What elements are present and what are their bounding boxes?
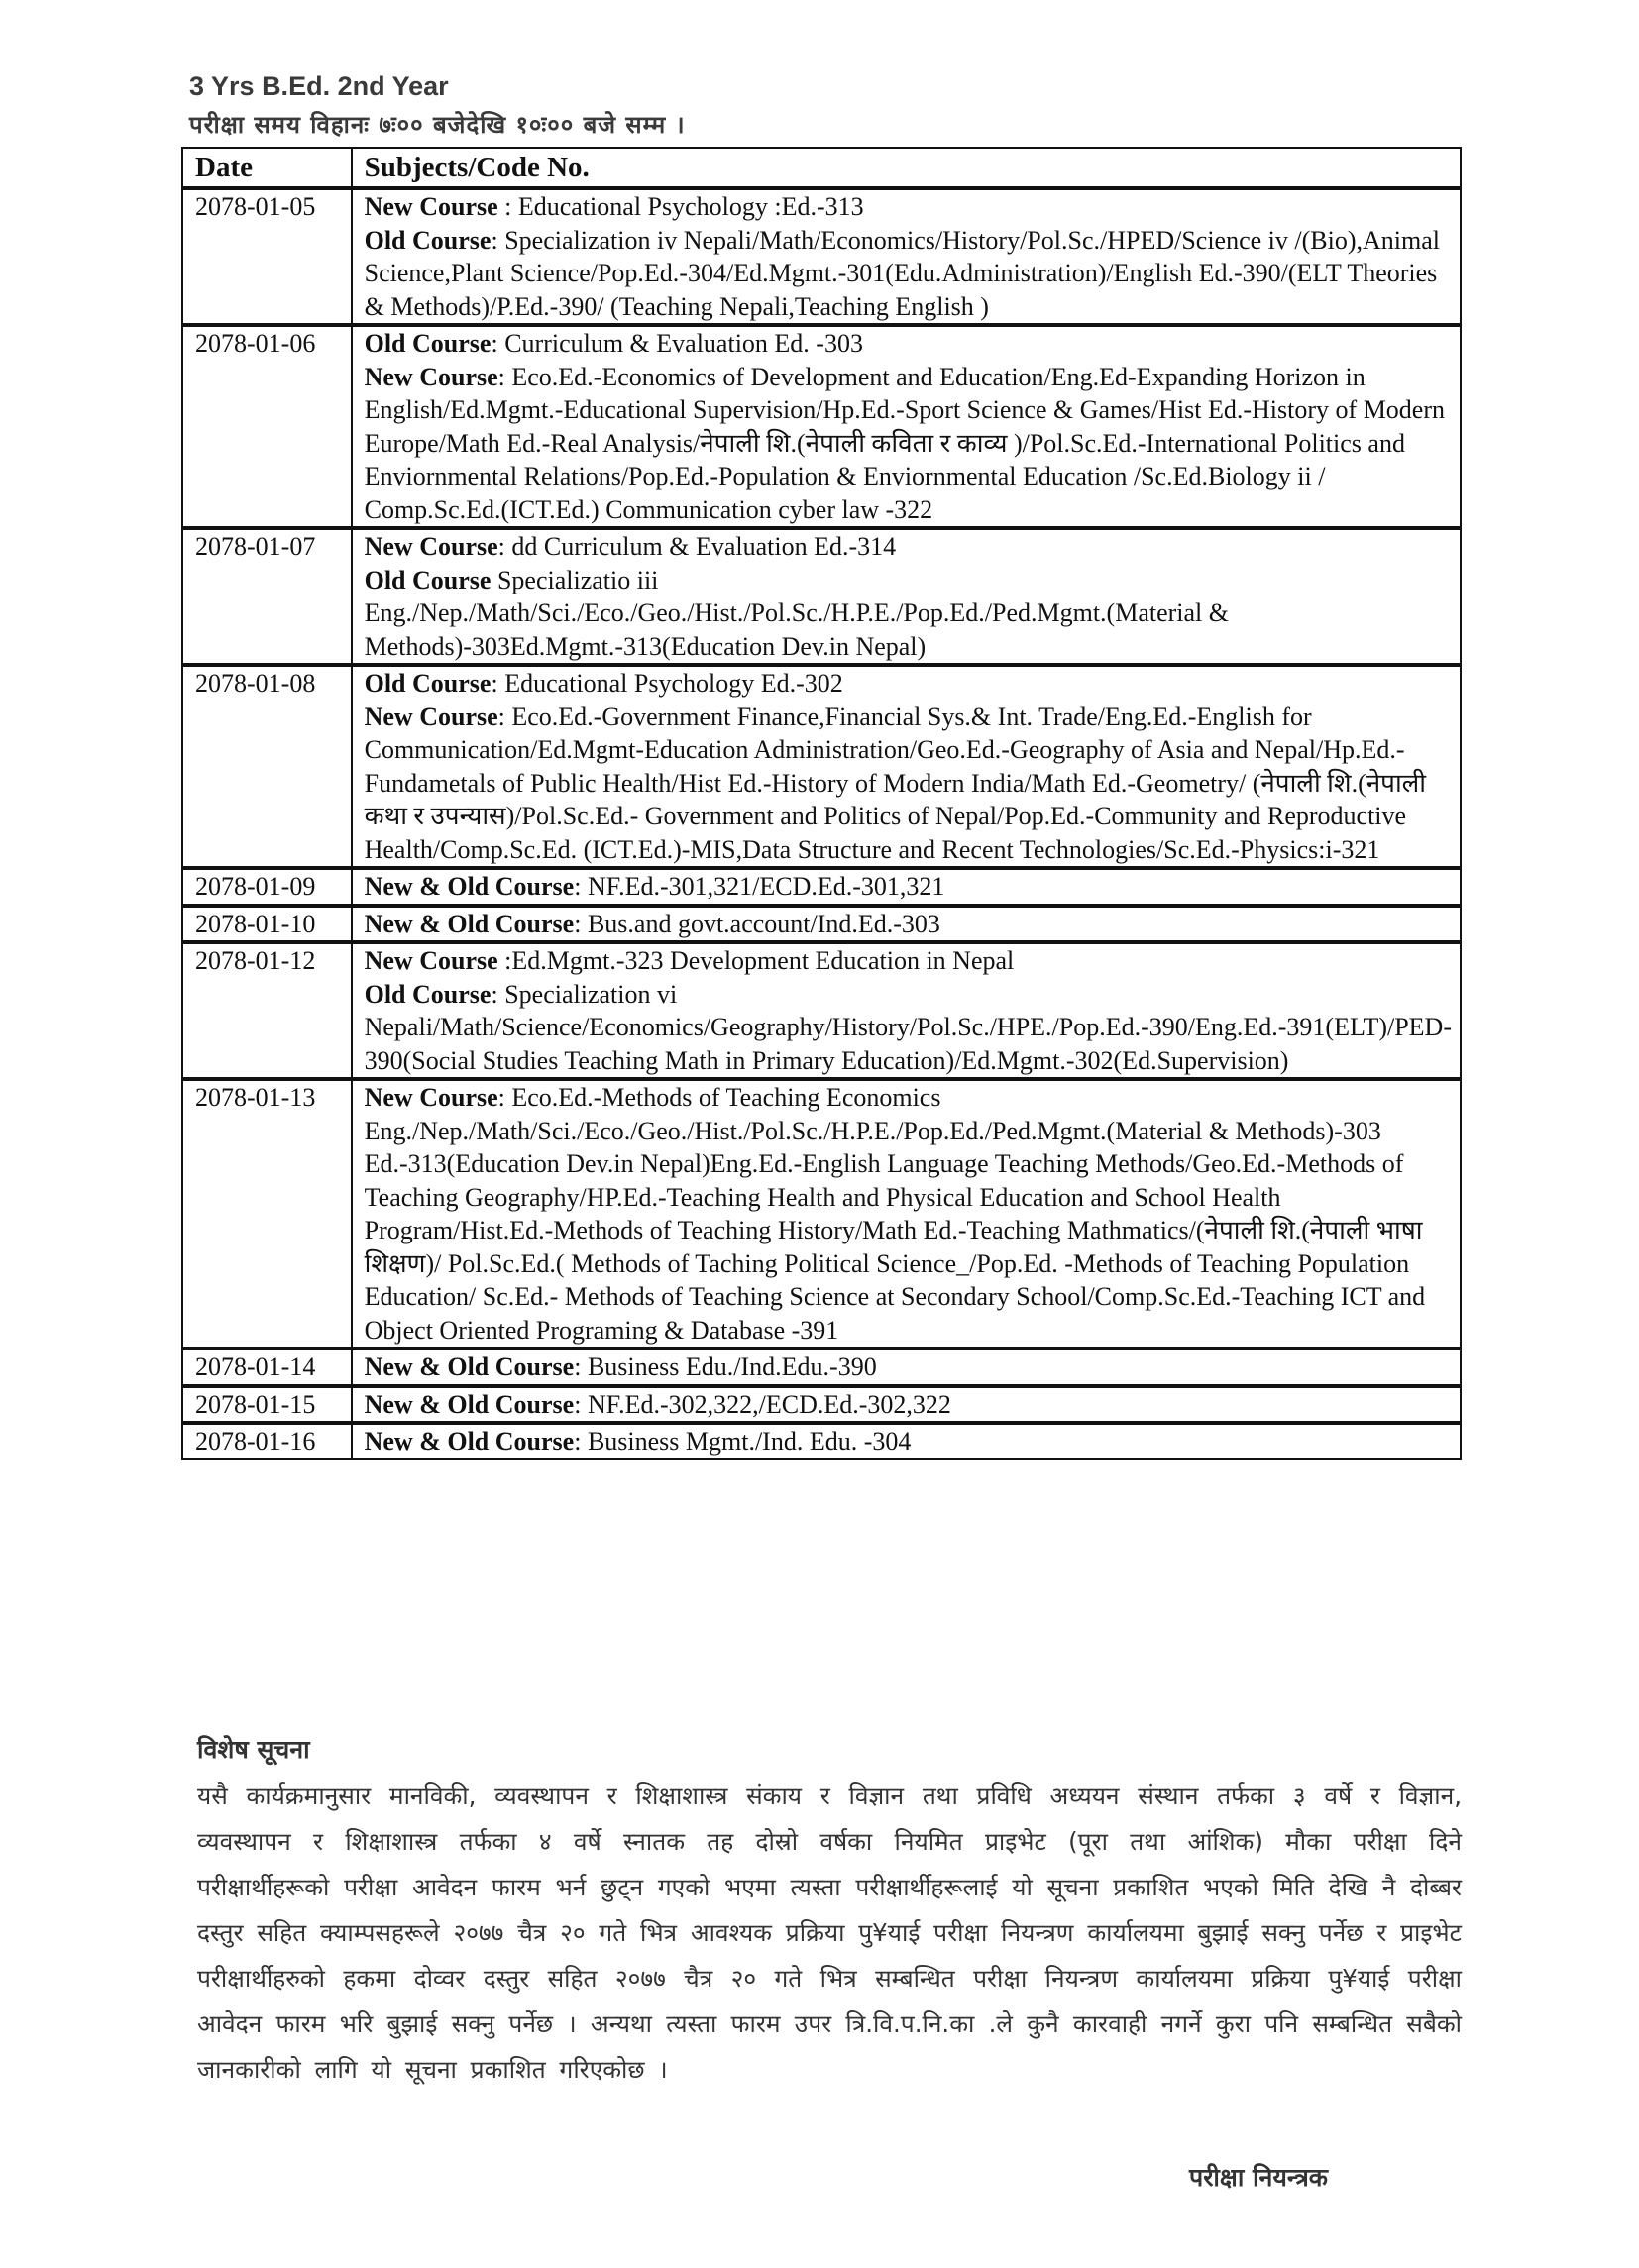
course-subjects-text: Business Mgmt./Ind. Edu. -304	[587, 1427, 912, 1456]
course-type-label: Old Course	[364, 565, 492, 594]
label-separator: :	[497, 532, 512, 561]
course-type-label: Old Course	[364, 329, 492, 358]
table-row	[182, 528, 1461, 665]
course-type-label: Old Course	[364, 979, 492, 1009]
course-type-label: New & Old Course	[364, 1427, 575, 1456]
label-separator: :	[574, 1389, 588, 1419]
course-entry	[365, 1350, 1452, 1384]
exam-date-cell: 2078-01-16	[182, 1423, 352, 1459]
exam-schedule-table	[181, 147, 1462, 1460]
course-entry	[365, 190, 1452, 224]
table-row	[182, 942, 1461, 1079]
table-row	[182, 1386, 1461, 1424]
column-header-date: Date	[182, 148, 352, 188]
course-subjects-text: Eng./Nep./Math/Sci./Eco./Geo./Hist./Pol.Sc./H.P.E./Pop.Ed./Ped.Mgmt.(Material & Methods)-303Ed.Mgmt.-313(Education Dev.in Nepal)	[364, 598, 1230, 661]
label-separator: :	[574, 909, 588, 938]
subjects-cell	[352, 906, 1461, 943]
exam-schedule-page	[181, 69, 1462, 1460]
course-subjects-text: NF.Ed.-301,321/ECD.Ed.-301,321	[587, 872, 945, 901]
label-separator: :	[497, 1083, 512, 1112]
course-type-label: New Course	[364, 1083, 498, 1112]
course-entry	[365, 1425, 1452, 1458]
subjects-cell	[352, 1386, 1461, 1424]
column-header-subjects: Subjects/Code No.	[352, 148, 1461, 188]
course-subjects-text: Bus.and govt.account/Ind.Ed.-303	[587, 909, 940, 938]
course-type-label: Old Course	[364, 669, 492, 698]
exam-date-cell: 2078-01-09	[182, 868, 352, 906]
course-entry	[365, 1081, 1452, 1115]
course-entry	[365, 1011, 1452, 1077]
course-type-label: New Course	[364, 192, 498, 221]
table-row	[182, 868, 1461, 906]
course-subjects-text: Nepali/Math/Science/Economics/Geography/History/Pol.Sc./HPE./Pop.Ed.-390/Eng.Ed.-391(ELT)/PED-390(Social Studies Teaching Math in Primary Education)/Ed.Mgmt.-302(Ed.Supervision)	[364, 1013, 1452, 1075]
course-entry	[365, 224, 1452, 324]
course-entry	[365, 596, 1452, 663]
label-separator: :	[491, 669, 505, 698]
course-subjects-text: Business Edu./Ind.Edu.-390	[587, 1352, 877, 1381]
course-type-label: New & Old Course	[364, 872, 575, 901]
course-entry	[365, 530, 1452, 564]
signature-exam-controller: परीक्षा नियन्त्रक	[1189, 2163, 1328, 2192]
course-subjects-text: NF.Ed.-302,322,/ECD.Ed.-302,322	[587, 1389, 951, 1419]
course-type-label: New Course	[364, 362, 498, 391]
course-entry	[365, 870, 1452, 904]
course-entry	[365, 1147, 1452, 1347]
course-type-label: New Course	[364, 702, 498, 731]
course-entry	[365, 361, 1452, 527]
course-subjects-text: dd Curriculum & Evaluation Ed.-314	[511, 532, 897, 561]
course-subjects-text: Educational Psychology Ed.-302	[504, 669, 843, 698]
exam-date-cell: 2078-01-10	[182, 906, 352, 943]
course-subjects-text: Eng./Nep./Math/Sci./Eco./Geo./Hist./Pol.Sc./H.P.E./Pop.Ed./Ped.Mgmt.(Material & Methods)-303	[364, 1116, 1381, 1145]
course-subjects-text: Specializatio iii	[496, 565, 659, 594]
course-entry	[365, 564, 1452, 597]
table-row	[182, 1079, 1461, 1349]
label-separator: :	[497, 362, 512, 391]
course-subjects-text: Curriculum & Evaluation Ed. -303	[504, 329, 863, 358]
course-subjects-text: Specialization vi	[504, 979, 678, 1009]
course-subjects-text: Educational Psychology :Ed.-313	[517, 192, 864, 221]
course-type-label: Old Course	[364, 225, 492, 255]
label-separator: :	[497, 946, 512, 975]
course-subjects-text: Eco.Ed.-Economics of Development and Education/Eng.Ed-Expanding Horizon in English/Ed.Mgmt.-Educational Supervision/Hp.Ed.-Sport Science & Games/Hist Ed.-History of Modern Europe/Math Ed.-Real Analysis/नेपाली शि.(नेपाली कविता र काव्य )/Pol.Sc.Ed.-International Politics and Enviornmental Relations/Pop.Ed.-Population & Enviornmental Education /Sc.Ed.Biology ii / Comp.Sc.Ed.(ICT.Ed.) Communication cyber law -322	[364, 362, 1446, 524]
table-header-row	[182, 148, 1461, 188]
course-entry	[365, 1115, 1452, 1148]
course-subjects-text: Eco.Ed.-Government Finance,Financial Sys.& Int. Trade/Eng.Ed.-English for Communication/Ed.Mgmt-Education Administration/Geo.Ed.-Geography of Asia and Nepal/Hp.Ed.-Fundametals of Public Health/Hist Ed.-History of Modern India/Math Ed.-Geometry/ (नेपाली शि.(नेपाली कथा र उपन्यास)/Pol.Sc.Ed.- Government and Politics of Nepal/Pop.Ed.-Community and Reproductive Health/Comp.Sc.Ed. (ICT.Ed.)-MIS,Data Structure and Recent Technologies/Sc.Ed.-Physics:i-321	[364, 702, 1427, 864]
exam-date-cell: 2078-01-14	[182, 1349, 352, 1386]
subjects-cell	[352, 325, 1461, 528]
course-entry	[365, 327, 1452, 361]
subjects-cell	[352, 665, 1461, 868]
subjects-cell	[352, 942, 1461, 1079]
course-entry	[365, 701, 1452, 867]
course-type-label: New Course	[364, 532, 498, 561]
course-type-label: New & Old Course	[364, 909, 575, 938]
exam-date-cell: 2078-01-08	[182, 665, 352, 868]
subjects-cell	[352, 1423, 1461, 1459]
exam-date-cell: 2078-01-13	[182, 1079, 352, 1349]
notice-title: विशेष सूचना	[197, 1735, 310, 1764]
course-subjects-text: Ed.-313(Education Dev.in Nepal)Eng.Ed.-English Language Teaching Methods/Geo.Ed.-Methods of Teaching Geography/HP.Ed.-Teaching Health and Physical Education and School Health Program/Hist.Ed.-Methods of Teaching History/Math Ed.-Teaching Mathmatics/(नेपाली शि.(नेपाली भाषा शिक्षण)/ Pol.Sc.Ed.( Methods of Taching Political Science_/Pop.Ed. -Methods of Teaching Population Education/ Sc.Ed.- Methods of Teaching Science at Secondary School/Comp.Sc.Ed.-Teaching ICT and Object Oriented Programing & Database -391	[364, 1149, 1426, 1345]
course-type-label: New & Old Course	[364, 1352, 575, 1381]
label-separator: :	[491, 329, 505, 358]
exam-date-cell: 2078-01-06	[182, 325, 352, 528]
course-subjects-text: Specialization iv Nepali/Math/Economics/History/Pol.Sc./HPED/Science iv /(Bio),Animal Science,Plant Science/Pop.Ed.-304/Ed.Mgmt.-301(Edu.Administration)/English Ed.-390/(ELT Theories & Methods)/P.Ed.-390/ (Teaching Nepali,Teaching English )	[364, 225, 1440, 321]
course-type-label: New & Old Course	[364, 1389, 575, 1419]
exam-date-cell: 2078-01-05	[182, 188, 352, 325]
table-row	[182, 188, 1461, 325]
exam-date-cell: 2078-01-12	[182, 942, 352, 1079]
label-separator: :	[574, 1352, 588, 1381]
label-separator: :	[491, 979, 505, 1009]
table-row	[182, 906, 1461, 943]
course-entry	[365, 908, 1452, 941]
label-separator: :	[574, 1427, 588, 1456]
table-row	[182, 1349, 1461, 1386]
notice-body: यसै कार्यक्रमानुसार मानविकी, व्यवस्थापन र शिक्षाशास्त्र संकाय र विज्ञान तथा प्रविधि अध्ययन संस्थान तर्फका ३ वर्षे र विज्ञान, व्यवस्थापन र शिक्षाशास्त्र तर्फका ४ वर्षे स्नातक तह दोस्रो वर्षका नियमित प्राइभेट (पूरा तथा आंशिक) मौका परीक्षा दिने परीक्षार्थीहरूको परीक्षा आवेदन फारम भर्न छुट्न गएको भएमा त्यस्ता परीक्षार्थीहरूलाई यो सूचना प्रकाशित भएको मिति देखि नै दोब्बर दस्तुर सहित क्याम्पसहरूले २०७७ चैत्र २० गते भित्र आवश्यक प्रक्रिया पु¥याई परीक्षा नियन्त्रण कार्यालयमा बुझाई सक्नु पर्नेछ र प्राइभेट परीक्षार्थीहरुको हकमा दोव्वर दस्तुर सहित २०७७ चैत्र २० गते भित्र सम्बन्धित परीक्षा नियन्त्रण कार्यालयमा प्रक्रिया पु¥याई परीक्षा आवेदन फारम भरि बुझाई सक्नु पर्नेछ । अन्यथा त्यस्ता फारम उपर त्रि.वि.प.नि.का .ले कुनै कारवाही नगर्ने कुरा पनि सम्बन्धित सबैको जानकारीको लागि यो सूचना प्रकाशित गरिएकोछ ।	[197, 1782, 1462, 2084]
subjects-cell	[352, 1079, 1461, 1349]
course-type-label: New Course	[364, 946, 498, 975]
subjects-cell	[352, 868, 1461, 906]
course-subjects-text: Eco.Ed.-Methods of Teaching Economics	[511, 1083, 941, 1112]
subjects-cell	[352, 1349, 1461, 1386]
course-entry	[365, 1388, 1452, 1422]
exam-date-cell: 2078-01-07	[182, 528, 352, 665]
special-notice	[197, 1732, 1462, 2093]
exam-time-heading: परीक्षा समय विहानः ७ः०० बजेदेखि १०ः०० बजे सम्म ।	[189, 111, 686, 139]
label-separator: :	[497, 192, 518, 221]
table-row	[182, 1423, 1461, 1459]
subjects-cell	[352, 188, 1461, 325]
course-entry	[365, 667, 1452, 701]
exam-date-cell: 2078-01-15	[182, 1386, 352, 1424]
table-row	[182, 665, 1461, 868]
program-title: 3 Yrs B.Ed. 2nd Year	[189, 71, 449, 101]
table-row	[182, 325, 1461, 528]
subjects-cell	[352, 528, 1461, 665]
course-entry	[365, 978, 1452, 1012]
label-separator: :	[497, 702, 512, 731]
course-subjects-text: Ed.Mgmt.-323 Development Education in Nepal	[511, 946, 1015, 975]
label-separator: :	[491, 225, 505, 255]
course-entry	[365, 944, 1452, 978]
label-separator: :	[574, 872, 588, 901]
schedule-body	[182, 188, 1461, 1459]
